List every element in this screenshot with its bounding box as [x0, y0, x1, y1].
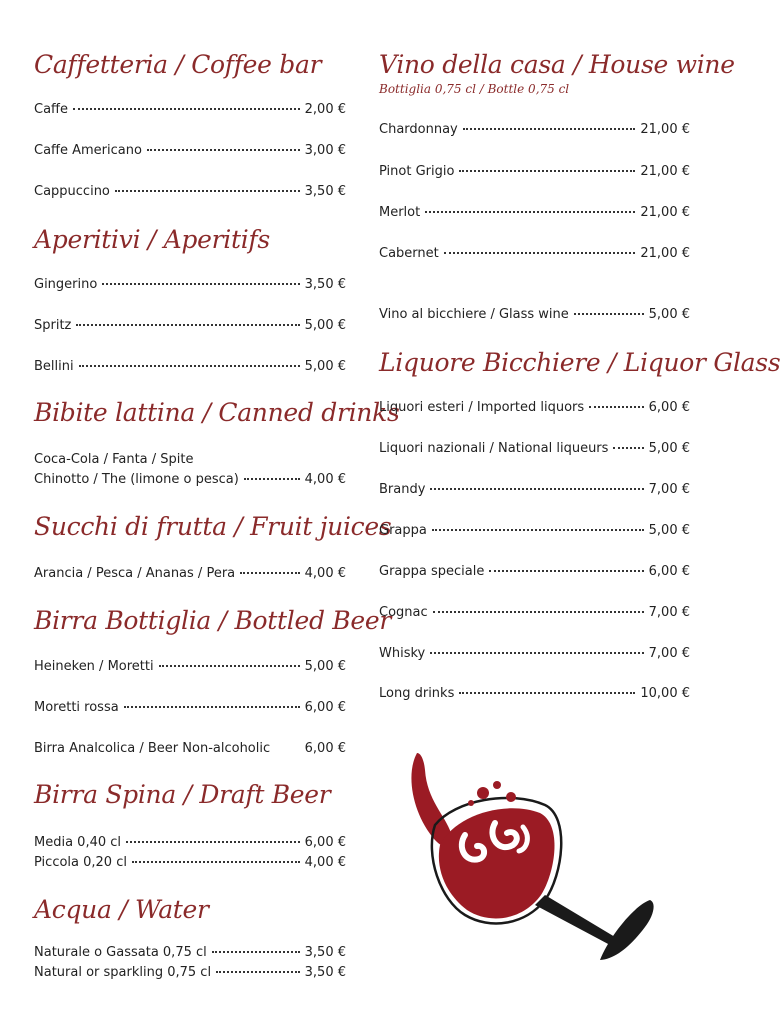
menu-item: Caffe 2,00 € [34, 102, 346, 117]
menu-item: Bellini 5,00 € [34, 359, 346, 374]
section-title-liquor: Liquore Bicchiere / Liquor Glass [379, 348, 780, 377]
section-title-canned: Bibite lattina / Canned drinks [34, 398, 400, 427]
menu-item: Gingerino 3,50 € [34, 277, 346, 292]
menu-item: Cabernet 21,00 € [379, 246, 690, 261]
menu-item: Grappa speciale 6,00 € [379, 564, 690, 579]
section-title-draft-beer: Birra Spina / Draft Beer [34, 780, 331, 809]
menu-item: Heineken / Moretti 5,00 € [34, 659, 346, 674]
menu-item: Cognac 7,00 € [379, 605, 690, 620]
menu-item: Moretti rossa 6,00 € [34, 700, 346, 715]
menu-item: Liquori nazionali / National liqueurs 5,00 € [379, 441, 690, 456]
menu-item: Naturale o Gassata 0,75 cl 3,50 € [34, 945, 346, 960]
menu-item: Media 0,40 cl 6,00 € [34, 835, 346, 850]
section-subtitle: Bottiglia 0,75 cl / Bottle 0,75 cl [379, 82, 570, 96]
menu-item: Cappuccino 3,50 € [34, 184, 346, 199]
section-title-bottled-beer: Birra Bottiglia / Bottled Beer [34, 606, 392, 635]
menu-item: Chardonnay 21,00 € [379, 122, 690, 137]
menu-item: Whisky 7,00 € [379, 646, 690, 661]
wine-glass-icon [395, 745, 665, 975]
menu-item: Spritz 5,00 € [34, 318, 346, 333]
menu-item: Long drinks 10,00 € [379, 686, 690, 701]
menu-item: Liquori esteri / Imported liquors 6,00 € [379, 400, 690, 415]
section-title-aperitifs: Aperitivi / Aperitifs [34, 225, 270, 254]
menu-item-line: Coca-Cola / Fanta / Spite [34, 452, 194, 467]
section-title-water: Acqua / Water [34, 895, 209, 924]
menu-item: Brandy 7,00 € [379, 482, 690, 497]
menu-item: Chinotto / The (limone o pesca) 4,00 € [34, 472, 346, 487]
menu-item: Vino al bicchiere / Glass wine 5,00 € [379, 307, 690, 322]
menu-item: Pinot Grigio 21,00 € [379, 164, 690, 179]
menu-item: Natural or sparkling 0,75 cl 3,50 € [34, 965, 346, 980]
section-title-coffee: Caffetteria / Coffee bar [34, 50, 322, 79]
menu-item: Merlot 21,00 € [379, 205, 690, 220]
menu-item: Grappa 5,00 € [379, 523, 690, 538]
menu-item: Piccola 0,20 cl 4,00 € [34, 855, 346, 870]
menu-item: Birra Analcolica / Beer Non-alcoholic 6,00 € [34, 741, 346, 756]
menu-item: Arancia / Pesca / Ananas / Pera 4,00 € [34, 566, 346, 581]
section-title-juices: Succhi di frutta / Fruit juices [34, 512, 392, 541]
menu-item: Caffe Americano 3,00 € [34, 143, 346, 158]
section-title-house-wine: Vino della casa / House wine [379, 50, 735, 79]
